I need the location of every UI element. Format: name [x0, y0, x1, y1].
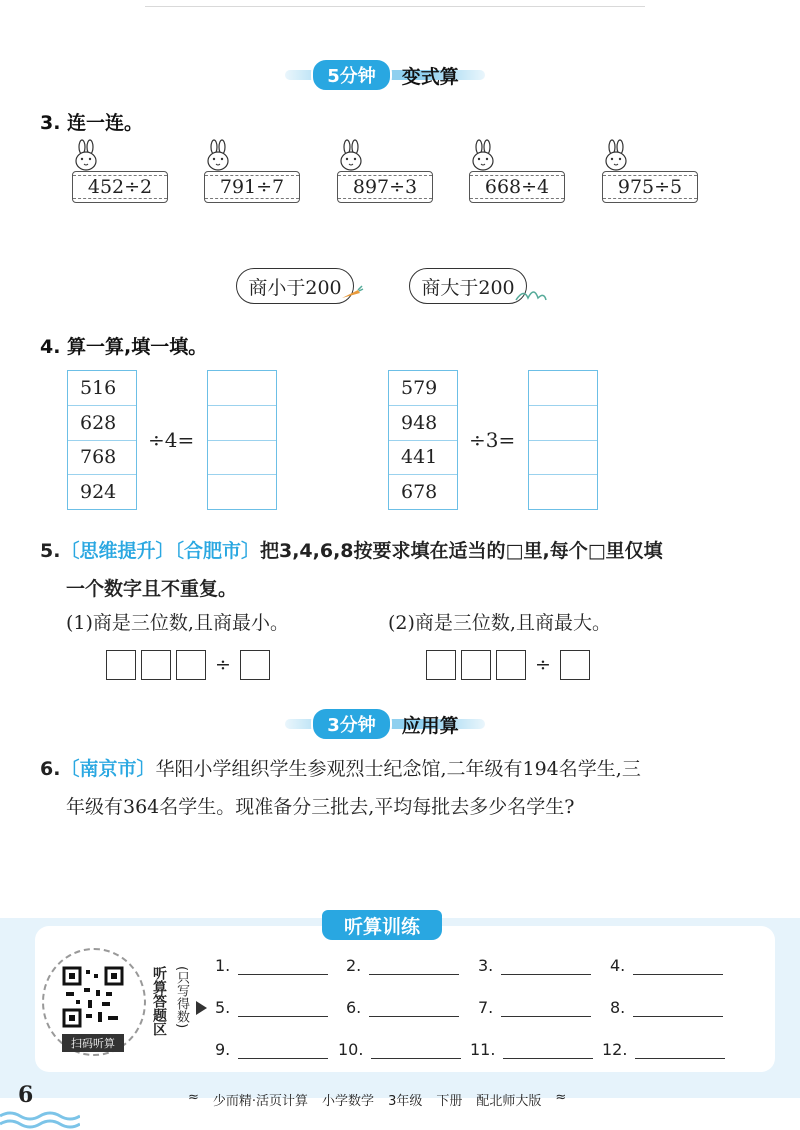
question-number: 5. [40, 540, 61, 562]
answer-cell[interactable] [208, 441, 276, 476]
operator-left: ÷4= [148, 428, 195, 452]
dividend-column-left [67, 370, 137, 510]
dividend-value: 948 [389, 406, 457, 441]
question-text: 把3,4,6,8按要求填在适当的□里,每个□里仅填 [259, 540, 663, 562]
digit-box[interactable] [496, 650, 526, 680]
answer-number: 11. [470, 1040, 496, 1059]
bunny-icon [606, 140, 626, 170]
answer-cell[interactable] [529, 371, 597, 406]
answer-slot[interactable] [478, 998, 591, 1017]
target-greater-than-200[interactable]: 商大于200 [409, 268, 527, 304]
qr-code-icon[interactable] [62, 966, 124, 1028]
answer-slot[interactable] [610, 956, 723, 975]
tag-region: 〔南京市〕 [60, 758, 156, 780]
division-card[interactable] [204, 171, 300, 203]
question-6-line2: 年级有364名学生。现准备分三批去,平均每批去多少名学生? [66, 796, 575, 818]
answer-cell[interactable] [208, 475, 276, 509]
time-badge: 3分钟 [311, 707, 392, 741]
answer-line[interactable] [369, 958, 459, 975]
division-card[interactable] [602, 171, 698, 203]
triangle-arrow-icon [194, 1000, 208, 1016]
digit-box[interactable] [106, 650, 136, 680]
dividend-value: 579 [389, 371, 457, 406]
answer-cell[interactable] [208, 406, 276, 441]
wave-decoration-icon [0, 1092, 80, 1130]
answer-number: 8. [610, 998, 626, 1017]
answer-cell[interactable] [529, 406, 597, 441]
dividend-value: 678 [401, 481, 438, 504]
answer-line[interactable] [501, 958, 591, 975]
answer-line[interactable] [501, 1000, 591, 1017]
q5-expression-2 [426, 650, 590, 680]
listening-title: 听算训练 [322, 910, 442, 940]
question-number: 6. [40, 758, 61, 780]
answer-area-label: 听算答题区 [151, 966, 167, 1036]
answer-slot[interactable] [346, 956, 459, 975]
bunny-icon [76, 140, 96, 170]
answer-slot[interactable] [338, 1040, 461, 1059]
qr-label: 扫码听算 [62, 1034, 124, 1052]
answer-slot[interactable] [215, 1040, 328, 1059]
answer-line[interactable] [238, 1000, 328, 1017]
digit-box[interactable] [426, 650, 456, 680]
digit-box[interactable] [560, 650, 590, 680]
bunny-icon [341, 140, 361, 170]
q5-part1-text: (1)商是三位数,且商最小。 [66, 612, 289, 634]
answer-line[interactable] [369, 1000, 459, 1017]
answer-slot[interactable] [215, 998, 328, 1017]
section-header-variant [285, 59, 485, 91]
bunny-icon [473, 140, 493, 170]
answer-line[interactable] [238, 958, 328, 975]
dividend-value: 441 [389, 441, 457, 476]
tag-region: 〔合肥市〕 [174, 540, 260, 562]
answer-number: 9. [215, 1040, 231, 1059]
dividend-column-right [388, 370, 458, 510]
footer-info [188, 1090, 566, 1109]
digit-box[interactable] [240, 650, 270, 680]
dividend-value: 768 [68, 441, 136, 476]
division-card[interactable] [469, 171, 565, 203]
answer-slot[interactable] [478, 956, 591, 975]
question-4-title: 4. 算一算,填一填。 [40, 336, 208, 358]
answer-cell[interactable] [529, 475, 597, 509]
footer-series: 少而精·活页计算 [212, 1094, 309, 1109]
footer-grade: 3年级 [388, 1094, 423, 1109]
divide-sign: ÷ [215, 654, 231, 676]
answer-line[interactable] [238, 1042, 328, 1059]
dividend-value: 924 [80, 481, 117, 504]
answer-area-note: (只写得数) [174, 966, 189, 1029]
footer-volume: 下册 [436, 1094, 463, 1109]
answer-column-left[interactable] [207, 370, 277, 510]
division-card[interactable] [72, 171, 168, 203]
answer-slot[interactable] [470, 1040, 593, 1059]
answer-number: 2. [346, 956, 362, 975]
answer-slot[interactable] [346, 998, 459, 1017]
card-expression: 897÷3 [338, 175, 432, 199]
q5-part2-text: (2)商是三位数,且商最大。 [388, 612, 611, 634]
question-3-title: 3. 连一连。 [40, 112, 144, 134]
digit-box[interactable] [176, 650, 206, 680]
card-expression: 791÷7 [205, 175, 299, 199]
target-less-than-200[interactable]: 商小于200 [236, 268, 354, 304]
answer-number: 7. [478, 998, 494, 1017]
time-badge: 5分钟 [311, 58, 392, 92]
answer-number: 10. [338, 1040, 364, 1059]
question-5-line1 [40, 536, 663, 563]
answer-cell[interactable] [529, 441, 597, 476]
answer-slot[interactable] [215, 956, 328, 975]
dividend-value: 628 [68, 406, 136, 441]
top-divider [145, 6, 645, 7]
answer-line[interactable] [503, 1042, 593, 1059]
section-header-application [285, 708, 485, 740]
question-text: 华阳小学组织学生参观烈士纪念馆,二年级有194名学生,三 [155, 758, 641, 780]
section-title: 应用算 [401, 714, 459, 737]
division-card[interactable] [337, 171, 433, 203]
question-5-line2: 一个数字且不重复。 [66, 578, 238, 600]
answer-line[interactable] [635, 1042, 725, 1059]
wave-icon: ≈ [555, 1090, 567, 1105]
answer-line[interactable] [633, 1000, 723, 1017]
q5-expression-1 [106, 650, 270, 680]
answer-column-right[interactable] [528, 370, 598, 510]
page-number: 6 [18, 1082, 34, 1108]
card-expression: 452÷2 [73, 175, 167, 199]
digit-box[interactable] [141, 650, 171, 680]
answer-cell[interactable] [208, 371, 276, 406]
section-title: 变式算 [401, 65, 459, 88]
tag-thinking: 〔思维提升〕 [60, 540, 175, 562]
card-expression: 975÷5 [603, 175, 697, 199]
footer-edition: 配北师大版 [476, 1094, 542, 1109]
answer-number: 1. [215, 956, 231, 975]
answer-number: 3. [478, 956, 494, 975]
digit-box[interactable] [461, 650, 491, 680]
answer-number: 5. [215, 998, 231, 1017]
footer-subject: 小学数学 [322, 1094, 375, 1109]
operator-right: ÷3= [469, 428, 516, 452]
dividend-value: 516 [68, 371, 136, 406]
wave-icon: ≈ [188, 1090, 199, 1105]
answer-number: 6. [346, 998, 362, 1017]
answer-slot[interactable] [610, 998, 723, 1017]
carrot-icon [340, 284, 364, 304]
bunny-icon [208, 140, 228, 170]
card-expression: 668÷4 [470, 175, 564, 199]
question-6-line1 [40, 750, 641, 788]
grass-icon [514, 284, 548, 304]
divide-sign: ÷ [535, 654, 551, 676]
answer-slot[interactable] [602, 1040, 725, 1059]
answer-number: 4. [610, 956, 626, 975]
answer-line[interactable] [633, 958, 723, 975]
answer-number: 12. [602, 1040, 628, 1059]
answer-line[interactable] [371, 1042, 461, 1059]
bunny-layer [0, 0, 800, 320]
